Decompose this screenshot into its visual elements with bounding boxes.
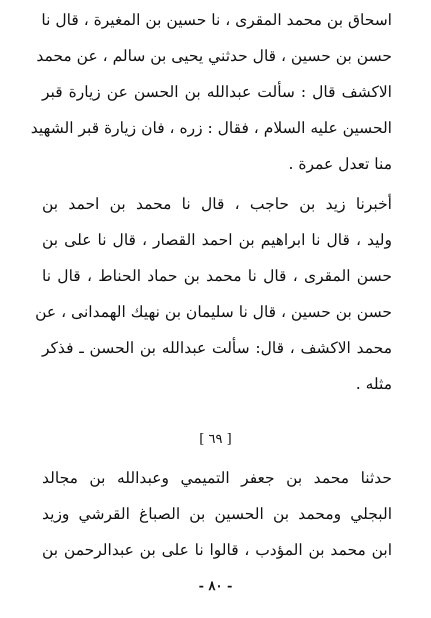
text-line: حسن المقرى ، قال نا محمد بن حماد الحناط ، قال نا xyxy=(42,267,392,285)
page-number: - ٨٠ - xyxy=(198,579,233,594)
text-line: حدثنا محمد بن جعفر التميمي وعبدالله بن مجالد xyxy=(42,469,392,487)
text-line: الاكشف قال : سألت عبدالله بن الحسن عن زيارة قبر xyxy=(42,83,392,101)
text-line: البجلي ومحمد بن الحسين بن الصباغ القرشي وزيد xyxy=(42,505,392,523)
text-line: منا تعدل عمرة . xyxy=(288,155,392,173)
text-line: أخبرنا زيد بن حاجب ، قال نا محمد بن احمد بن xyxy=(42,195,392,213)
text-line: الحسين عليه السلام ، فقال : زره ، فان زيارة قبر الشهيد xyxy=(30,119,392,137)
text-line: اسحاق بن محمد المقرى ، نا حسين بن المغيرة ، قال نا xyxy=(41,11,392,29)
section-number: [ ٦٩ ] xyxy=(199,432,232,447)
text-line: حسن بن حسين ، قال نا سليمان بن نهيك الهمدانى ، عن xyxy=(35,303,392,321)
text-line: مثله . xyxy=(355,375,392,393)
text-line: حسن بن حسين ، قال حدثني يحيى بن سالم ، عن محمد xyxy=(36,47,392,65)
text-line: ابن محمد بن المؤدب ، قالوا نا على بن عبدالرحمن بن xyxy=(42,541,392,559)
text-line: وليد ، قال نا ابراهيم بن احمد القصار ، قال نا على بن xyxy=(42,231,392,249)
text-line: محمد الاكشف ، قال: سألت عبدالله بن الحسن ـ فذكر xyxy=(42,339,392,357)
